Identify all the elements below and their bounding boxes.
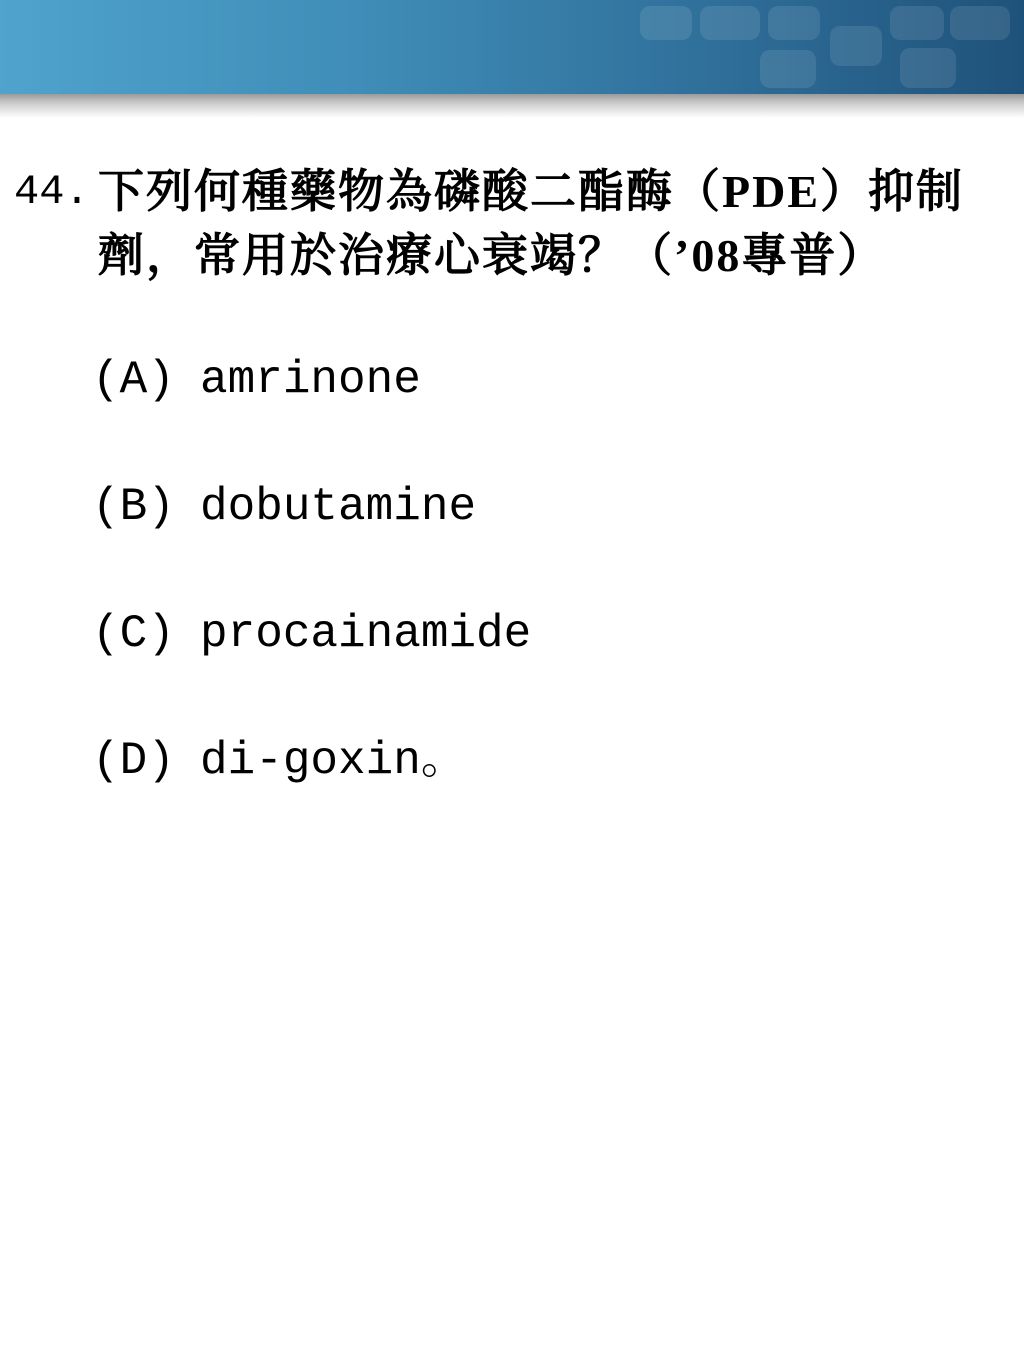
header-decor-tile [890, 6, 944, 40]
header-decor-tile [900, 48, 956, 88]
header-decor-tile [700, 6, 760, 40]
option-text: amrinone [200, 354, 421, 406]
option-text: di-goxin。 [200, 735, 467, 787]
header-banner [0, 0, 1024, 94]
option-text: dobutamine [200, 481, 477, 533]
header-decor-tile [950, 6, 1010, 40]
option-a [92, 348, 1014, 412]
question-text: 下列何種藥物為磷酸二酯酶（PDE）抑制劑，常用於治療心衰竭？（’08專普） [98, 166, 964, 281]
header-decor-tile [830, 26, 882, 66]
option-label: (B) [92, 481, 175, 533]
header-decor-tile [768, 6, 820, 40]
question-number: 44. [14, 168, 90, 216]
option-label: (A) [92, 354, 175, 406]
option-text: procainamide [200, 608, 532, 660]
question-block [14, 160, 1014, 856]
option-label: (D) [92, 735, 175, 787]
options-list [92, 348, 1014, 793]
option-label: (C) [92, 608, 175, 660]
option-d [92, 729, 1014, 793]
header-decor-tile [640, 6, 692, 40]
header-decor-tile [760, 50, 816, 88]
option-b [92, 475, 1014, 539]
header-shadow [0, 94, 1024, 118]
option-c [92, 602, 1014, 666]
question [14, 160, 1014, 288]
